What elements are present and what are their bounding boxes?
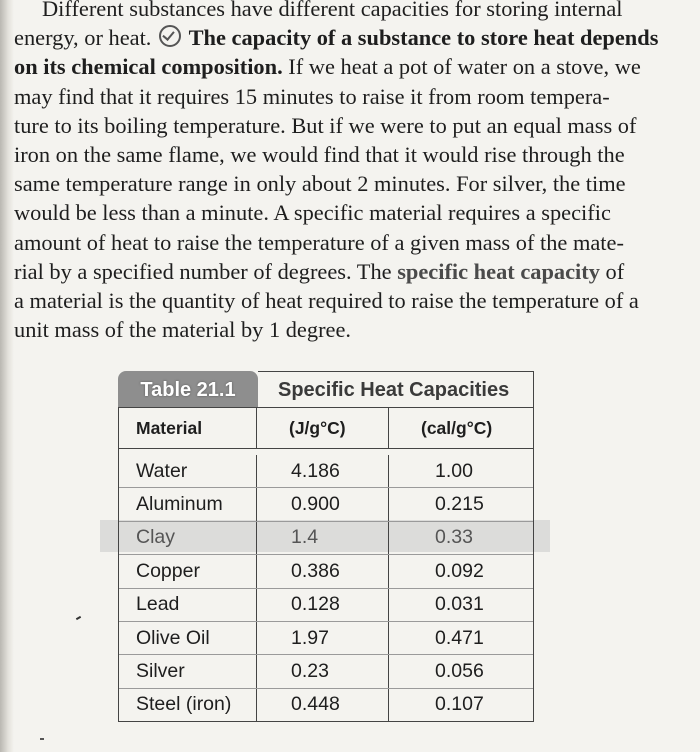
key-term: specific heat capacity	[397, 258, 600, 284]
cell-joules: 1.4	[257, 522, 389, 554]
cell-joules: 4.186	[257, 455, 389, 487]
cell-joules: 0.900	[257, 488, 389, 520]
cell-calories: 0.107	[435, 693, 484, 716]
text-span: of	[599, 258, 625, 284]
text-line	[14, 111, 690, 140]
cell-material: Copper	[119, 555, 257, 587]
table-row	[119, 488, 533, 521]
cell-joules: 0.128	[257, 589, 389, 621]
table-row	[119, 655, 533, 688]
table-title: Specific Heat Capacities	[258, 371, 534, 407]
column-header-material: Material	[119, 408, 257, 448]
column-header-joules: (J/g°C)	[257, 408, 389, 448]
text-span: a material is the quantity of heat required to raise the temperature of a	[14, 288, 639, 314]
cell-material: Steel (iron)	[119, 689, 257, 721]
text-line	[14, 198, 690, 227]
table-row	[119, 522, 533, 555]
text-line	[14, 82, 690, 111]
cell-calories: 1.00	[435, 459, 473, 482]
page-spine-shadow	[0, 0, 14, 752]
table-row	[119, 555, 533, 588]
text-span: energy, or heat.	[14, 25, 152, 51]
text-span: ture to its boiling temperature. But if we were to put an equal mass of	[14, 112, 637, 138]
text-span: unit mass of the material by 1 degree.	[14, 317, 351, 343]
cell-calories: 0.471	[435, 626, 484, 649]
key-statement: The capacity of a substance to store heat depends	[188, 25, 659, 51]
cell-calories: 0.215	[435, 493, 484, 516]
stray-mark	[76, 616, 81, 620]
check-circle-icon	[159, 25, 181, 47]
text-line	[14, 257, 690, 286]
text-line	[14, 228, 690, 257]
text-line	[14, 315, 690, 344]
cell-calories: 0.031	[435, 593, 484, 616]
body-paragraph	[14, 0, 690, 344]
table-row	[119, 589, 533, 622]
key-statement: on its chemical composition.	[14, 54, 283, 80]
column-header-calories: (cal/g°C)	[421, 417, 493, 438]
cell-calories: 0.056	[435, 660, 484, 683]
cell-joules: 0.23	[257, 655, 389, 687]
text-line	[14, 0, 690, 23]
cell-material: Lead	[119, 589, 257, 621]
cell-joules: 1.97	[257, 622, 389, 654]
column-header-row	[119, 408, 533, 449]
cell-joules: 0.386	[257, 555, 389, 587]
cell-material: Water	[119, 455, 257, 487]
text-span: would be less than a minute. A specific material requires a specific	[14, 200, 611, 226]
cell-material: Olive Oil	[119, 622, 257, 654]
cell-calories: 0.092	[435, 559, 484, 582]
table-row	[119, 689, 533, 721]
text-span: amount of heat to raise the temperature of a given mass of the mate-	[14, 229, 624, 255]
text-span: rial by a specified number of degrees. The	[14, 258, 398, 284]
text-line	[14, 52, 690, 81]
specific-heat-table	[118, 371, 534, 722]
cell-material: Silver	[119, 655, 257, 687]
text-span: may find that it requires 15 minutes to raise it from room tempera-	[14, 83, 610, 109]
table-header-bar	[118, 371, 534, 408]
table-grid	[118, 408, 534, 722]
text-line	[14, 169, 690, 198]
text-span: iron on the same flame, we would find that it would rise through the	[14, 142, 625, 168]
cell-calories: 0.33	[435, 526, 473, 549]
cell-material: Clay	[119, 522, 257, 554]
cell-joules: 0.448	[257, 689, 389, 721]
table-row	[119, 455, 533, 488]
table-number-tab: Table 21.1	[118, 371, 258, 407]
text-line	[14, 23, 690, 52]
table-row	[119, 622, 533, 655]
cell-material: Aluminum	[119, 488, 257, 520]
text-line	[14, 286, 690, 315]
stray-mark	[40, 738, 44, 740]
text-span: Different substances have different capacities for storing internal	[42, 0, 623, 21]
text-span: If we heat a pot of water on a stove, we	[282, 54, 641, 80]
text-span: same temperature range in only about 2 minutes. For silver, the time	[14, 171, 626, 197]
text-line	[14, 140, 690, 169]
